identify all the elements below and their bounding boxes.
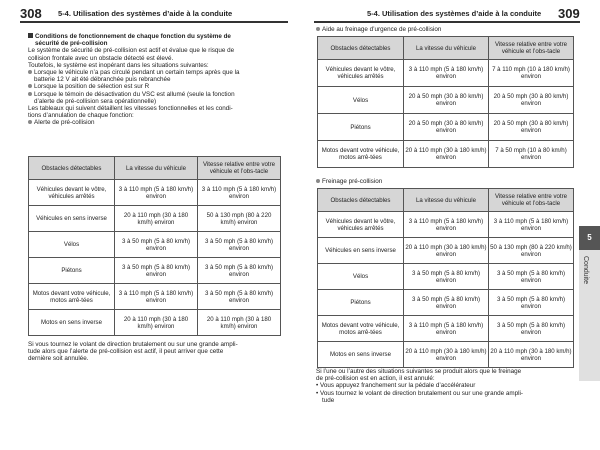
speed-cell: 20 à 110 mph (30 à 180 km/h) environ	[404, 141, 489, 168]
speed-cell: 3 à 50 mph (5 à 80 km/h) environ	[198, 232, 281, 258]
footer-intro-line: de pré-collision est en action, il est annulé:	[316, 375, 435, 383]
speed-cell: 3 à 110 mph (5 à 180 km/h) environ	[198, 180, 281, 206]
cancel-condition-text: Vous appuyez franchement sur la pédale d’accélérateur	[319, 382, 476, 390]
speed-cell: 3 à 50 mph (5 à 80 km/h) environ	[198, 284, 281, 310]
table-pre-collision-brake	[317, 188, 574, 368]
left-footer	[28, 341, 286, 363]
footer-note-line: Si vous tournez le volant de direction brutalement ou sur une grande ampli-	[28, 341, 238, 348]
inoperant-item	[28, 91, 286, 98]
table-row	[318, 60, 574, 87]
square-bullet-icon	[28, 33, 33, 38]
table-row	[318, 290, 574, 316]
inoperant-item	[28, 76, 286, 83]
column-header: La vitesse du véhicule	[404, 189, 489, 212]
table-row	[318, 342, 574, 368]
bullet-icon: •	[316, 382, 320, 390]
intro-line-1: Le système de sécurité de pré-collision est actif et évalue que le risque de	[28, 47, 235, 55]
speed-cell: 3 à 110 mph (5 à 180 km/h) environ	[404, 212, 489, 238]
obstacle-cell: Véhicules devant le vôtre, véhicules arrêtés	[318, 212, 404, 238]
table-title-pre-collision-brake: Freinage pré-collision	[316, 178, 574, 185]
speed-cell: 3 à 50 mph (5 à 80 km/h) environ	[489, 290, 574, 316]
tables-intro-1: Les tableaux qui suivent détaillent les vitesses fonctionnelles et les condi-	[28, 105, 233, 113]
inoperant-item-text: batterie 12 V ait été débranchée puis rebranchée	[34, 76, 171, 84]
inoperant-item	[28, 98, 286, 105]
column-header: Obstacles détectables	[318, 37, 404, 60]
obstacle-cell: Véhicules en sens inverse	[318, 238, 404, 264]
table-title-brake-assist: Aide au freinage d’urgence de pré-collision	[316, 26, 574, 33]
inoperant-list	[28, 69, 286, 105]
table-row	[318, 264, 574, 290]
table-title-alert: Alerte de pré-collision	[28, 119, 286, 126]
inoperant-item	[28, 69, 286, 76]
column-header: La vitesse du véhicule	[404, 37, 489, 60]
table-row	[318, 114, 574, 141]
cancel-condition-item	[316, 390, 576, 397]
speed-cell: 7 à 110 mph (10 à 180 km/h) environ	[489, 60, 574, 87]
speed-cell: 50 à 130 mph (80 à 220 km/h) environ	[489, 238, 574, 264]
obstacle-cell: Piétons	[29, 258, 115, 284]
table-row	[29, 284, 281, 310]
dot-bullet-icon	[28, 92, 32, 96]
left-header-rule	[20, 21, 288, 23]
inoperant-item-text: Lorsque la position de sélection est sur R	[34, 83, 150, 91]
obstacle-cell: Véhicules devant le vôtre, véhicules arrêtés	[29, 180, 115, 206]
table-pre-collision-alert	[28, 156, 281, 336]
obstacle-cell: Véhicules en sens inverse	[29, 206, 115, 232]
table-row	[29, 310, 281, 336]
obstacle-cell: Motos devant votre véhicule, motos arrê-tées	[318, 141, 404, 168]
table-row	[29, 206, 281, 232]
chapter-label: Conduite	[582, 256, 589, 285]
speed-cell: 3 à 50 mph (5 à 80 km/h) environ	[115, 258, 198, 284]
table-row	[318, 141, 574, 168]
table-brake-assist	[317, 36, 574, 168]
column-header: Obstacles détectables	[29, 157, 115, 180]
speed-cell: 3 à 110 mph (5 à 180 km/h) environ	[115, 284, 198, 310]
speed-cell: 3 à 50 mph (5 à 80 km/h) environ	[489, 264, 574, 290]
table-row	[318, 316, 574, 342]
inoperant-item-text: d’alerte de pré-collision sera opérationnelle)	[34, 97, 157, 105]
right-header-rule	[314, 21, 580, 23]
obstacle-cell: Vélos	[318, 264, 404, 290]
cancel-condition-text: Vous tournez le volant de direction brutalement ou sur une grande ampli-	[319, 389, 523, 397]
speed-cell: 3 à 50 mph (5 à 80 km/h) environ	[489, 316, 574, 342]
inoperant-item	[28, 83, 286, 90]
right-footer	[316, 368, 576, 404]
speed-cell: 20 à 110 mph (30 à 180 km/h) environ	[115, 206, 198, 232]
table-row	[29, 180, 281, 206]
column-header: Vitesse relative entre votre véhicule et l’obs-tacle	[489, 189, 574, 212]
obstacle-cell: Motos devant votre véhicule, motos arrê-tées	[318, 316, 404, 342]
column-header: Vitesse relative entre votre véhicule et l’obs-tacle	[198, 157, 281, 180]
footer-note-line: dernière soit annulée.	[28, 355, 89, 363]
obstacle-cell: Véhicules devant le vôtre, véhicules arrêtés	[318, 60, 404, 87]
obstacle-cell: Piétons	[318, 290, 404, 316]
speed-cell: 20 à 50 mph (30 à 80 km/h) environ	[404, 87, 489, 114]
speed-cell: 20 à 50 mph (30 à 80 km/h) environ	[489, 87, 574, 114]
speed-cell: 3 à 50 mph (5 à 80 km/h) environ	[404, 290, 489, 316]
speed-cell: 3 à 110 mph (5 à 180 km/h) environ	[404, 60, 489, 87]
cancel-condition-item	[316, 382, 576, 389]
left-page-number: 308	[20, 6, 42, 21]
speed-cell: 20 à 110 mph (30 à 180 km/h) environ	[404, 342, 489, 368]
right-chapter-title: 5-4. Utilisation des systèmes d’aide à la conduite	[367, 9, 542, 18]
intro-line-2: collision frontale avec un obstacle détecté est élevé.	[28, 54, 174, 62]
speed-cell: 3 à 110 mph (5 à 180 km/h) environ	[115, 180, 198, 206]
obstacle-cell: Motos en sens inverse	[318, 342, 404, 368]
obstacle-cell: Motos en sens inverse	[29, 310, 115, 336]
table-row	[29, 258, 281, 284]
chapter-side-tab[interactable]	[579, 226, 600, 381]
obstacle-cell: Motos devant votre véhicule, motos arrê-tées	[29, 284, 115, 310]
table-header-row	[318, 189, 574, 212]
left-column	[28, 33, 286, 127]
speed-cell: 20 à 110 mph (30 à 180 km/h) environ	[198, 310, 281, 336]
dot-bullet-icon	[28, 120, 32, 124]
speed-cell: 20 à 110 mph (30 à 180 km/h) environ	[404, 238, 489, 264]
right-page-number: 309	[558, 6, 580, 21]
footer-intro-line: Si l’une ou l’autre des situations suivantes se produit alors que le freinage	[316, 368, 522, 375]
dot-bullet-icon	[28, 70, 32, 74]
speed-cell: 3 à 50 mph (5 à 80 km/h) environ	[115, 232, 198, 258]
dot-bullet-icon	[316, 179, 320, 183]
obstacle-cell: Vélos	[318, 87, 404, 114]
speed-cell: 20 à 50 mph (30 à 80 km/h) environ	[404, 114, 489, 141]
inoperant-item-text: Lorsque le témoin de désactivation du VSC est allumé (seule la fonction	[34, 90, 235, 98]
column-header: Vitesse relative entre votre véhicule et l’obs-tacle	[489, 37, 574, 60]
obstacle-cell: Vélos	[29, 232, 115, 258]
table-header-row	[318, 37, 574, 60]
cancel-condition-text: tude	[322, 396, 335, 404]
speed-cell: 20 à 110 mph (30 à 180 km/h) environ	[489, 342, 574, 368]
speed-cell: 3 à 110 mph (5 à 180 km/h) environ	[489, 212, 574, 238]
section-title: Conditions de fonctionnement de chaque fonction du système de	[28, 33, 286, 40]
cancel-condition-item	[316, 397, 576, 404]
dot-bullet-icon	[28, 84, 32, 88]
speed-cell: 20 à 110 mph (30 à 180 km/h) environ	[115, 310, 198, 336]
inoperant-intro: Toutefois, le système est inopérant dans les situations suivantes:	[28, 61, 209, 69]
left-chapter-title: 5-4. Utilisation des systèmes d’aide à la conduite	[58, 9, 233, 18]
speed-cell: 20 à 50 mph (30 à 80 km/h) environ	[489, 114, 574, 141]
speed-cell: 3 à 50 mph (5 à 80 km/h) environ	[198, 258, 281, 284]
speed-cell: 7 à 50 mph (10 à 80 km/h) environ	[489, 141, 574, 168]
tables-intro-2: tions d’annulation de chaque fonction:	[28, 112, 134, 120]
obstacle-cell: Piétons	[318, 114, 404, 141]
bullet-icon: •	[316, 389, 320, 397]
table-row	[318, 212, 574, 238]
column-header: La vitesse du véhicule	[115, 157, 198, 180]
table-row	[318, 238, 574, 264]
footer-note-line: tude alors que l’alerte de pré-collision est actif, il peut arriver que cette	[28, 348, 224, 356]
dot-bullet-icon	[316, 27, 320, 31]
speed-cell: 3 à 110 mph (5 à 180 km/h) environ	[404, 316, 489, 342]
table-header-row	[29, 157, 281, 180]
section-title-cont: sécurité de pré-collision	[35, 40, 108, 48]
table-row	[29, 232, 281, 258]
inoperant-item-text: Lorsque le véhicule n’a pas circulé pendant un certain temps après que la	[34, 69, 240, 77]
column-header: Obstacles détectables	[318, 189, 404, 212]
chapter-number-badge: 5	[579, 226, 600, 250]
speed-cell: 50 à 130 mph (80 à 220 km/h) environ	[198, 206, 281, 232]
speed-cell: 3 à 50 mph (5 à 80 km/h) environ	[404, 264, 489, 290]
table-row	[318, 87, 574, 114]
